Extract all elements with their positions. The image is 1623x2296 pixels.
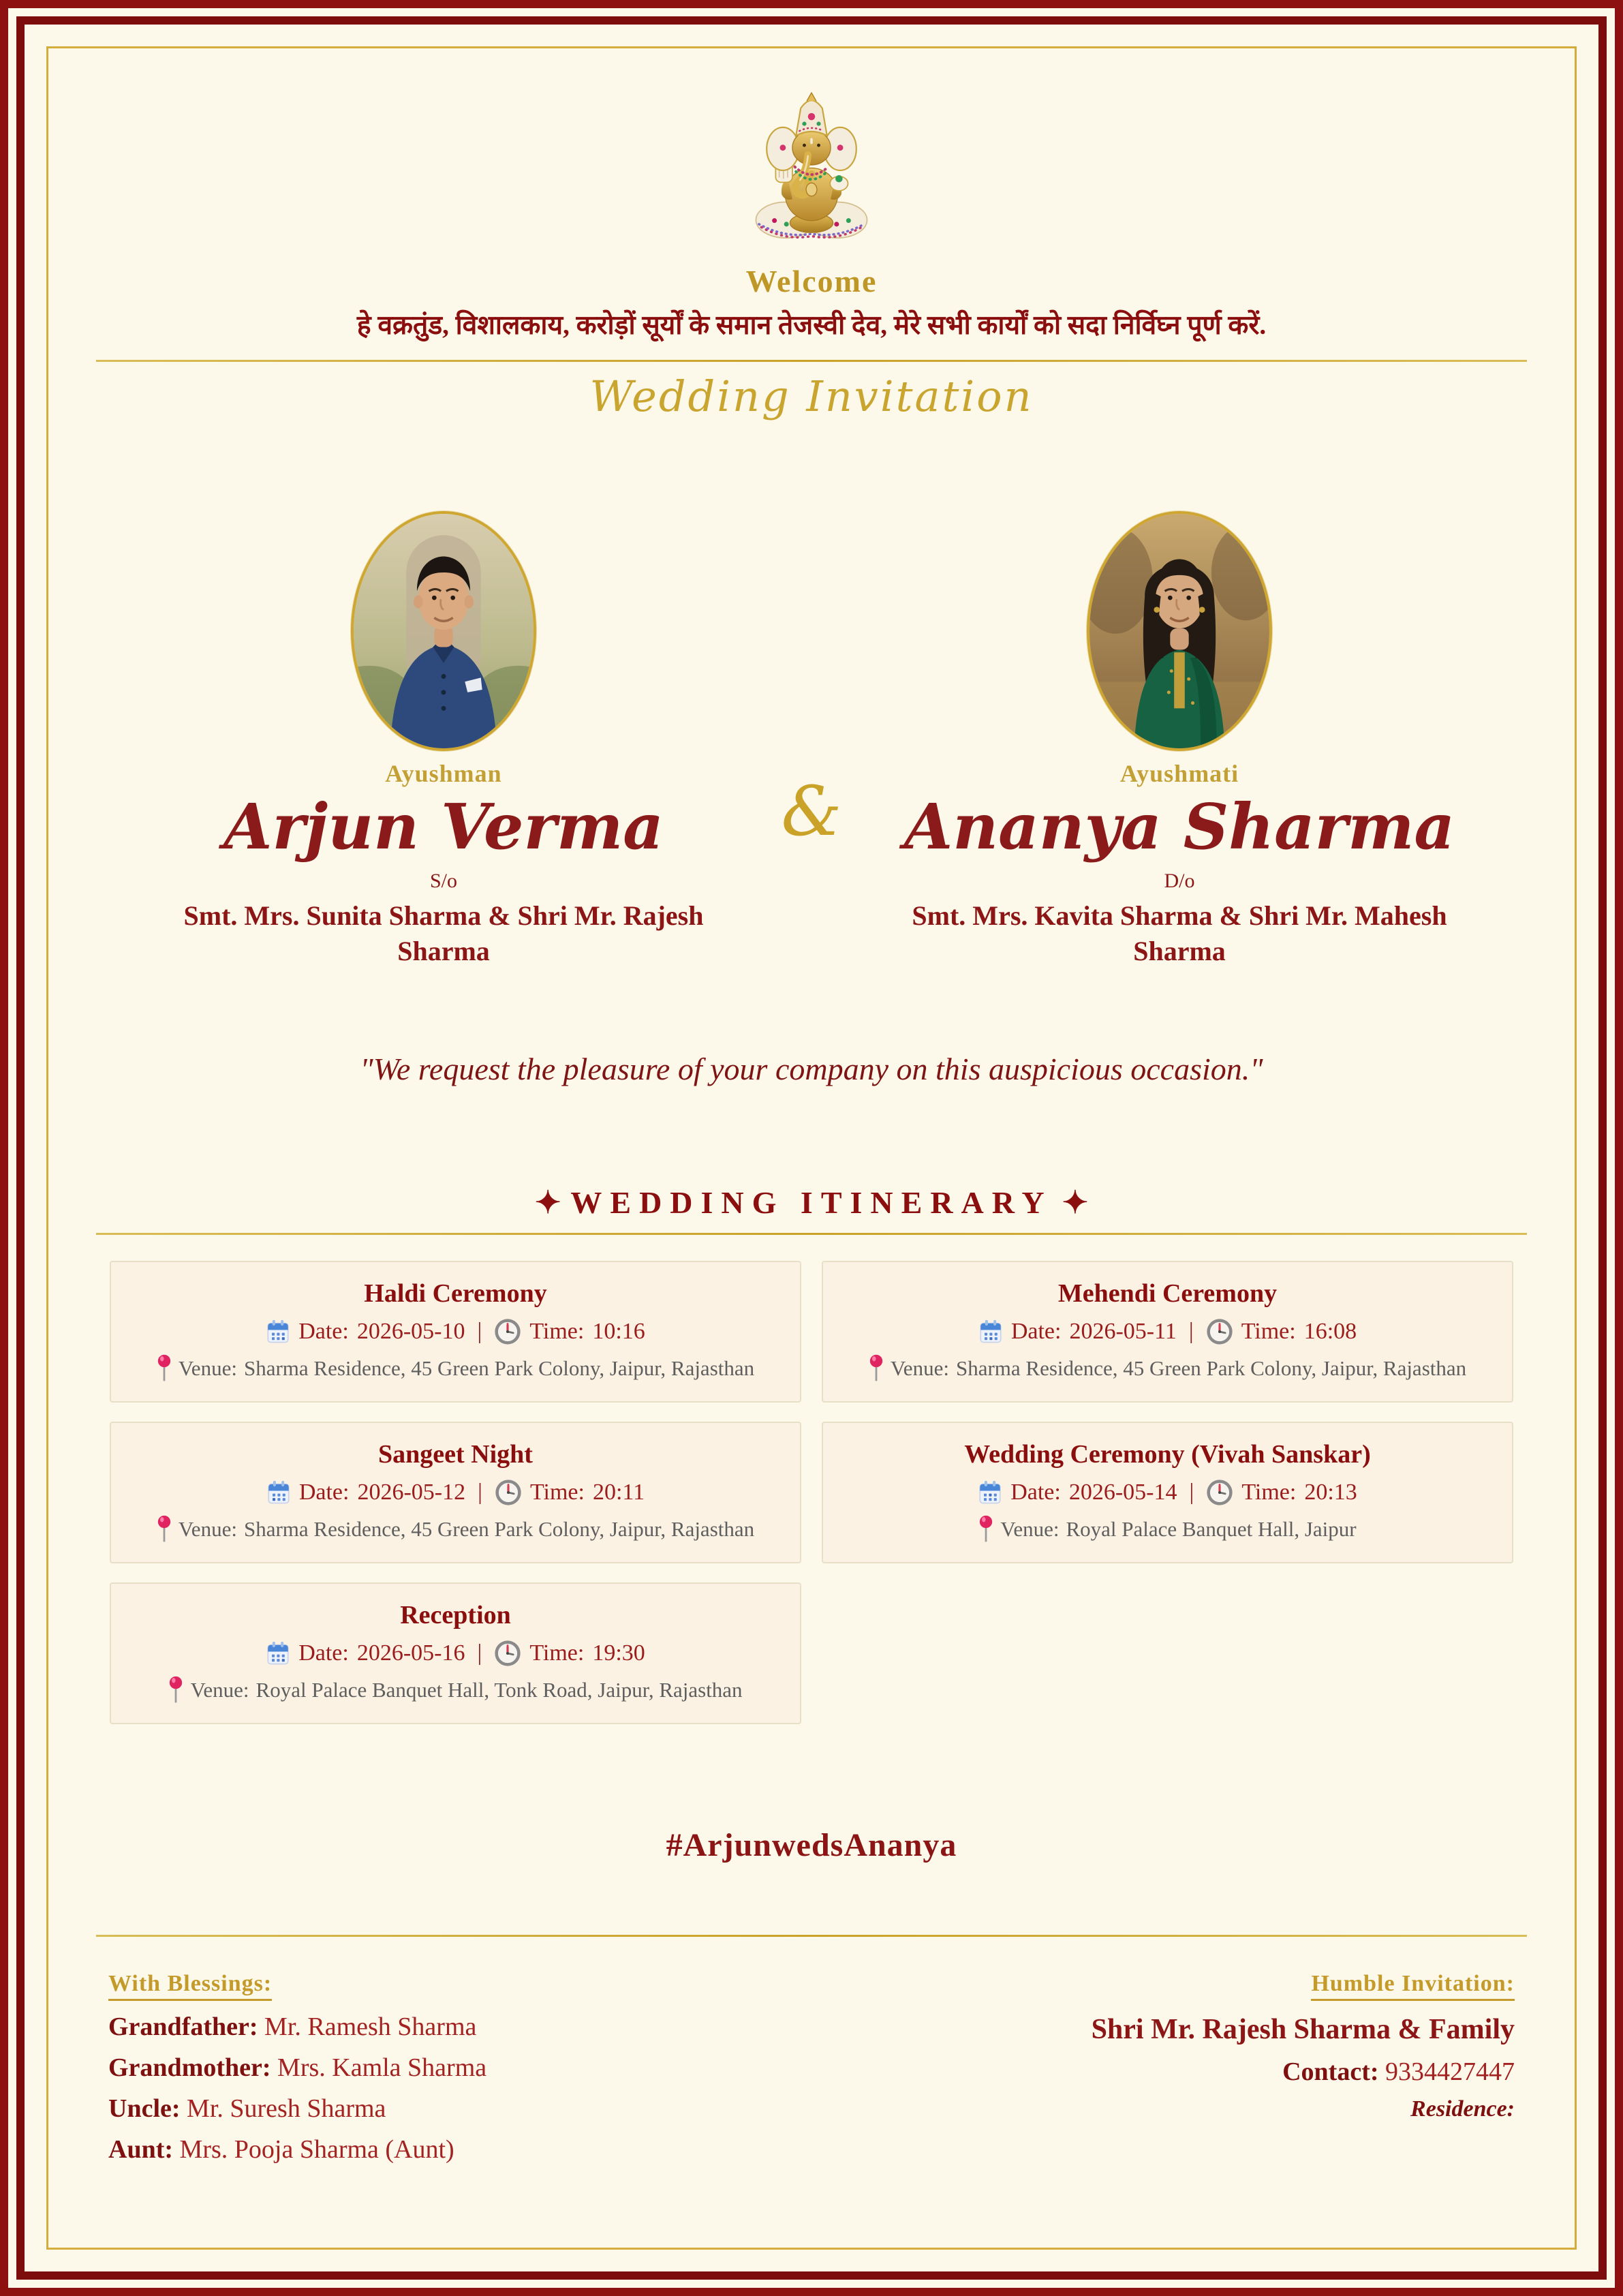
event-venue	[125, 1353, 786, 1383]
couple-section	[48, 511, 1575, 969]
time-value: 20:13	[1304, 1480, 1357, 1505]
groom-column	[137, 511, 750, 969]
wedding-hashtag: #ArjunwedsAnanya	[666, 1827, 957, 1864]
event-card-sangeet	[110, 1422, 801, 1563]
event-datetime	[837, 1318, 1498, 1345]
bride-name: Ananya Sharma	[903, 790, 1455, 863]
time-value: 16:08	[1303, 1319, 1357, 1345]
clock-icon	[1206, 1318, 1233, 1345]
footer	[108, 1971, 1515, 2164]
bride-honorific: Ayushmati	[1119, 760, 1239, 787]
time-value: 10:16	[592, 1319, 645, 1345]
blessing-value: Mrs. Pooja Sharma (Aunt)	[179, 2135, 454, 2164]
pin-icon	[168, 1675, 183, 1705]
blessing-item	[108, 2012, 486, 2042]
event-datetime	[125, 1318, 786, 1345]
sparkle-icon: ✦	[1062, 1185, 1089, 1221]
date-value: 2026-05-14	[1068, 1480, 1177, 1505]
pin-icon	[157, 1353, 172, 1383]
event-title: Wedding Ceremony (Vivah Sanskar)	[964, 1440, 1371, 1469]
bride-relation: D/o	[1164, 870, 1195, 893]
meta-separator: |	[477, 1640, 482, 1666]
gold-divider-top	[96, 360, 1527, 362]
venue-label: Venue:	[178, 1517, 237, 1542]
calendar-icon	[266, 1640, 290, 1666]
event-title: Haldi Ceremony	[364, 1279, 547, 1308]
wedding-invitation-title: Wedding Invitation	[589, 371, 1034, 421]
residence-label: Residence:	[1410, 2096, 1515, 2122]
venue-label: Venue:	[1000, 1517, 1060, 1542]
ganesha-idol-icon	[48, 88, 1575, 247]
inviting-family: Shri Mr. Rajesh Sharma & Family	[1091, 2014, 1515, 2046]
blessing-item	[108, 2134, 486, 2164]
meta-separator: |	[477, 1319, 482, 1345]
invitation-heading: Humble Invitation:	[1311, 1971, 1515, 2001]
blessing-label: Uncle:	[108, 2094, 181, 2124]
event-venue	[837, 1514, 1498, 1544]
contact-number: 9334427447	[1385, 2057, 1515, 2087]
blessing-item	[108, 2053, 486, 2083]
event-card-wedding	[822, 1422, 1513, 1563]
groom-photo	[351, 511, 536, 751]
clock-icon	[1206, 1479, 1233, 1506]
event-datetime	[125, 1479, 786, 1506]
invitation-quote: "We request the pleasure of your company on this auspicious occasion."	[360, 1052, 1263, 1087]
blessing-label: Aunt:	[108, 2135, 174, 2164]
bride-column	[873, 511, 1486, 969]
contact-label: Contact:	[1282, 2057, 1379, 2087]
time-label: Time:	[529, 1480, 585, 1505]
event-title: Reception	[400, 1601, 511, 1630]
couple-ampersand: &	[781, 771, 842, 851]
itinerary-heading-text: WEDDING ITINERARY	[570, 1185, 1053, 1221]
event-card-mehendi	[822, 1261, 1513, 1403]
calendar-icon	[266, 1480, 291, 1505]
time-label: Time:	[529, 1319, 585, 1345]
welcome-title: Welcome	[745, 264, 878, 299]
venue-value: Sharma Residence, 45 Green Park Colony, Jaipur, Rajasthan	[243, 1356, 755, 1381]
blessing-value: Mr. Ramesh Sharma	[264, 2012, 477, 2042]
invitation-card	[48, 48, 1575, 2248]
blessings-column	[108, 1971, 486, 2164]
sparkle-icon: ✦	[534, 1185, 561, 1221]
itinerary-grid	[110, 1261, 1513, 1724]
groom-name: Arjun Verma	[223, 790, 664, 863]
time-label: Time:	[1241, 1480, 1297, 1505]
calendar-icon	[978, 1319, 1003, 1345]
date-value: 2026-05-16	[356, 1640, 465, 1666]
gold-divider-itinerary	[96, 1233, 1527, 1235]
date-value: 2026-05-11	[1069, 1319, 1177, 1345]
meta-separator: |	[478, 1480, 482, 1505]
event-card-haldi	[110, 1261, 801, 1403]
date-label: Date:	[298, 1480, 350, 1505]
pin-icon	[157, 1514, 172, 1544]
venue-label: Venue:	[190, 1678, 249, 1702]
venue-value: Royal Palace Banquet Hall, Tonk Road, Jaipur, Rajasthan	[256, 1678, 743, 1702]
time-label: Time:	[1241, 1319, 1296, 1345]
event-title: Sangeet Night	[378, 1440, 533, 1469]
event-title: Mehendi Ceremony	[1057, 1279, 1278, 1308]
date-label: Date:	[298, 1319, 349, 1345]
bride-parents: Smt. Mrs. Kavita Sharma & Shri Mr. Mahesh Sharma	[912, 900, 1447, 967]
venue-label: Venue:	[890, 1356, 949, 1381]
event-venue	[125, 1514, 786, 1544]
blessing-item	[108, 2094, 486, 2124]
meta-separator: |	[1189, 1480, 1194, 1505]
blessing-label: Grandfather:	[108, 2012, 258, 2042]
venue-value: Sharma Residence, 45 Green Park Colony, Jaipur, Rajasthan	[243, 1517, 755, 1542]
event-venue	[837, 1353, 1498, 1383]
event-card-reception	[110, 1582, 801, 1724]
invitation-column	[1092, 1971, 1515, 2164]
calendar-icon	[978, 1480, 1002, 1505]
event-datetime	[125, 1640, 786, 1667]
venue-label: Venue:	[178, 1356, 237, 1381]
date-value: 2026-05-12	[357, 1480, 466, 1505]
time-value: 20:11	[592, 1480, 645, 1505]
contact-line	[1092, 2057, 1515, 2087]
venue-value: Royal Palace Banquet Hall, Jaipur	[1066, 1517, 1357, 1542]
meta-separator: |	[1188, 1319, 1194, 1345]
blessing-value: Mr. Suresh Sharma	[187, 2094, 386, 2124]
ganesh-shloka: हे वक्रतुंड, विशालकाय, करोड़ों सूर्यों के समान तेजस्वी देव, मेरे सभी कार्यों को सदा निर्विघ्न पूर्ण करें.	[356, 311, 1267, 340]
blessing-label: Grandmother:	[108, 2053, 271, 2083]
event-datetime	[837, 1479, 1498, 1506]
groom-relation: S/o	[429, 870, 458, 893]
blessings-heading: With Blessings:	[108, 1971, 272, 2001]
clock-icon	[494, 1640, 521, 1667]
pin-icon	[978, 1514, 993, 1544]
groom-parents: Smt. Mrs. Sunita Sharma & Shri Mr. Rajesh Sharma	[183, 900, 704, 967]
bride-photo	[1087, 511, 1272, 751]
event-venue	[125, 1675, 786, 1705]
clock-icon	[494, 1318, 521, 1345]
date-label: Date:	[1010, 1319, 1062, 1345]
itinerary-heading	[48, 1184, 1575, 1221]
blessing-value: Mrs. Kamla Sharma	[277, 2053, 487, 2083]
groom-honorific: Ayushman	[385, 760, 502, 787]
date-value: 2026-05-10	[356, 1319, 465, 1345]
date-label: Date:	[298, 1640, 349, 1666]
clock-icon	[495, 1479, 522, 1506]
pin-icon	[869, 1353, 884, 1383]
time-label: Time:	[529, 1640, 585, 1666]
venue-value: Sharma Residence, 45 Green Park Colony, Jaipur, Rajasthan	[955, 1356, 1467, 1381]
calendar-icon	[266, 1319, 290, 1345]
date-label: Date:	[1010, 1480, 1061, 1505]
gold-divider-footer	[96, 1935, 1527, 1937]
time-value: 19:30	[592, 1640, 645, 1666]
